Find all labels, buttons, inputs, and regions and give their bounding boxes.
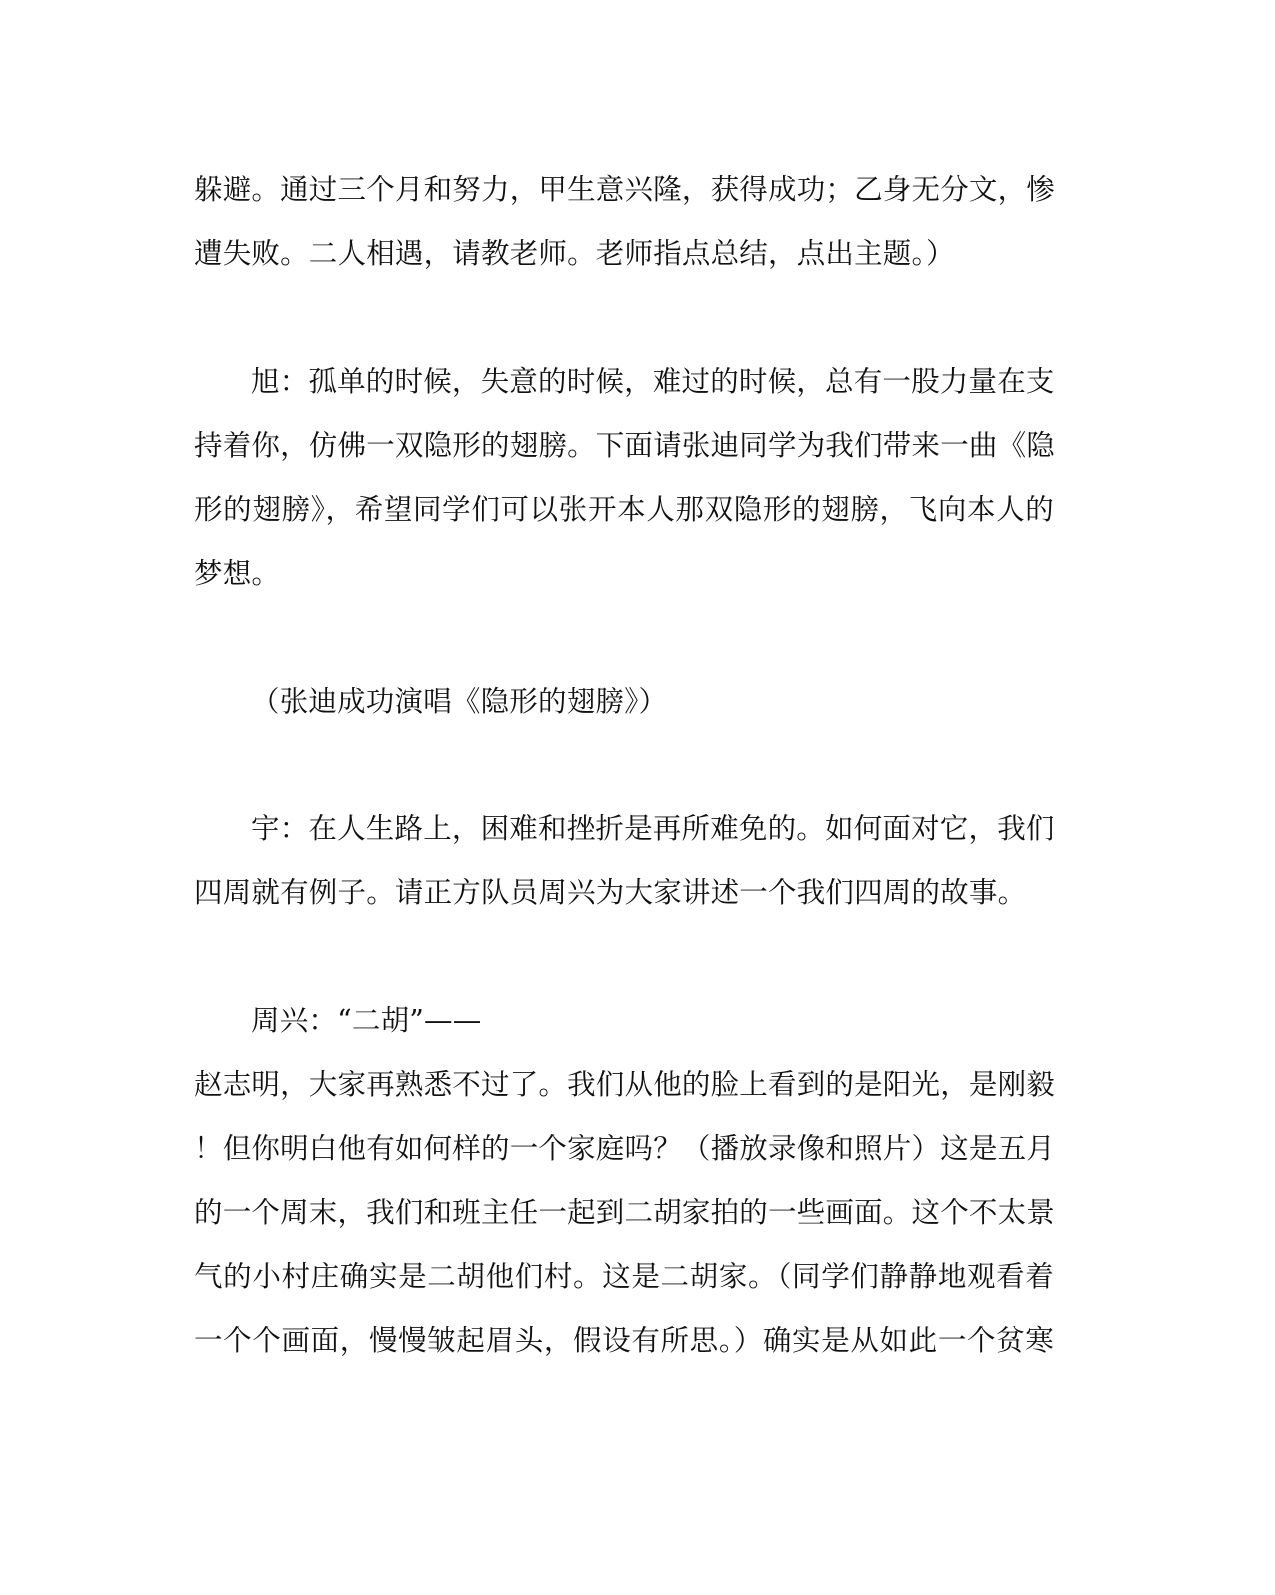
paragraph-2-line-4: 梦想。 [194, 557, 281, 590]
paragraph-1-line-2: 遭失败。二人相遇，请教老师。老师指点总结，点出主题。） [194, 237, 955, 270]
paragraph-2-line-2: 持着你，仿佛一双隐形的翅膀。下面请张迪同学为我们带来一曲《隐 [194, 429, 1056, 462]
paragraph-3-line-1: （张迪成功演唱《隐形的翅膀》） [251, 685, 668, 718]
paragraph-5-line-1: 周兴：“二胡”—— [251, 1004, 482, 1037]
paragraph-2-line-1: 旭：孤单的时候，失意的时候，难过的时候，总有一股力量在支 [251, 365, 1055, 398]
paragraph-5-line-5: 气的小村庄确实是二胡他们村。这是二胡家。（同学们静静地观看着 [194, 1260, 1054, 1293]
paragraph-1-line-1: 躲避。通过三个月和努力，甲生意兴隆，获得成功；乙身无分文，惨 [194, 173, 1056, 206]
paragraph-2-line-3: 形的翅膀》，希望同学们可以张开本人那双隐形的翅膀，飞向本人的 [194, 493, 1054, 526]
paragraph-5-line-6: 一个个画面，慢慢皱起眉头，假设有所思。）确实是从如此一个贫寒 [194, 1324, 1054, 1357]
paragraph-5-line-2: 赵志明，大家再熟悉不过了。我们从他的脸上看到的是阳光，是刚毅 [194, 1068, 1056, 1101]
paragraph-5-line-4: 的一个周末，我们和班主任一起到二胡家拍的一些画面。这个不太景 [194, 1196, 1056, 1229]
paragraph-4-line-2: 四周就有例子。请正方队员周兴为大家讲述一个我们四周的故事。 [194, 876, 1027, 909]
paragraph-4-line-1: 宇：在人生路上，困难和挫折是再所难免的。如何面对它，我们 [251, 812, 1055, 845]
paragraph-5-line-3: ！但你明白他有如何样的一个家庭吗？（播放录像和照片）这是五月 [194, 1132, 1056, 1165]
